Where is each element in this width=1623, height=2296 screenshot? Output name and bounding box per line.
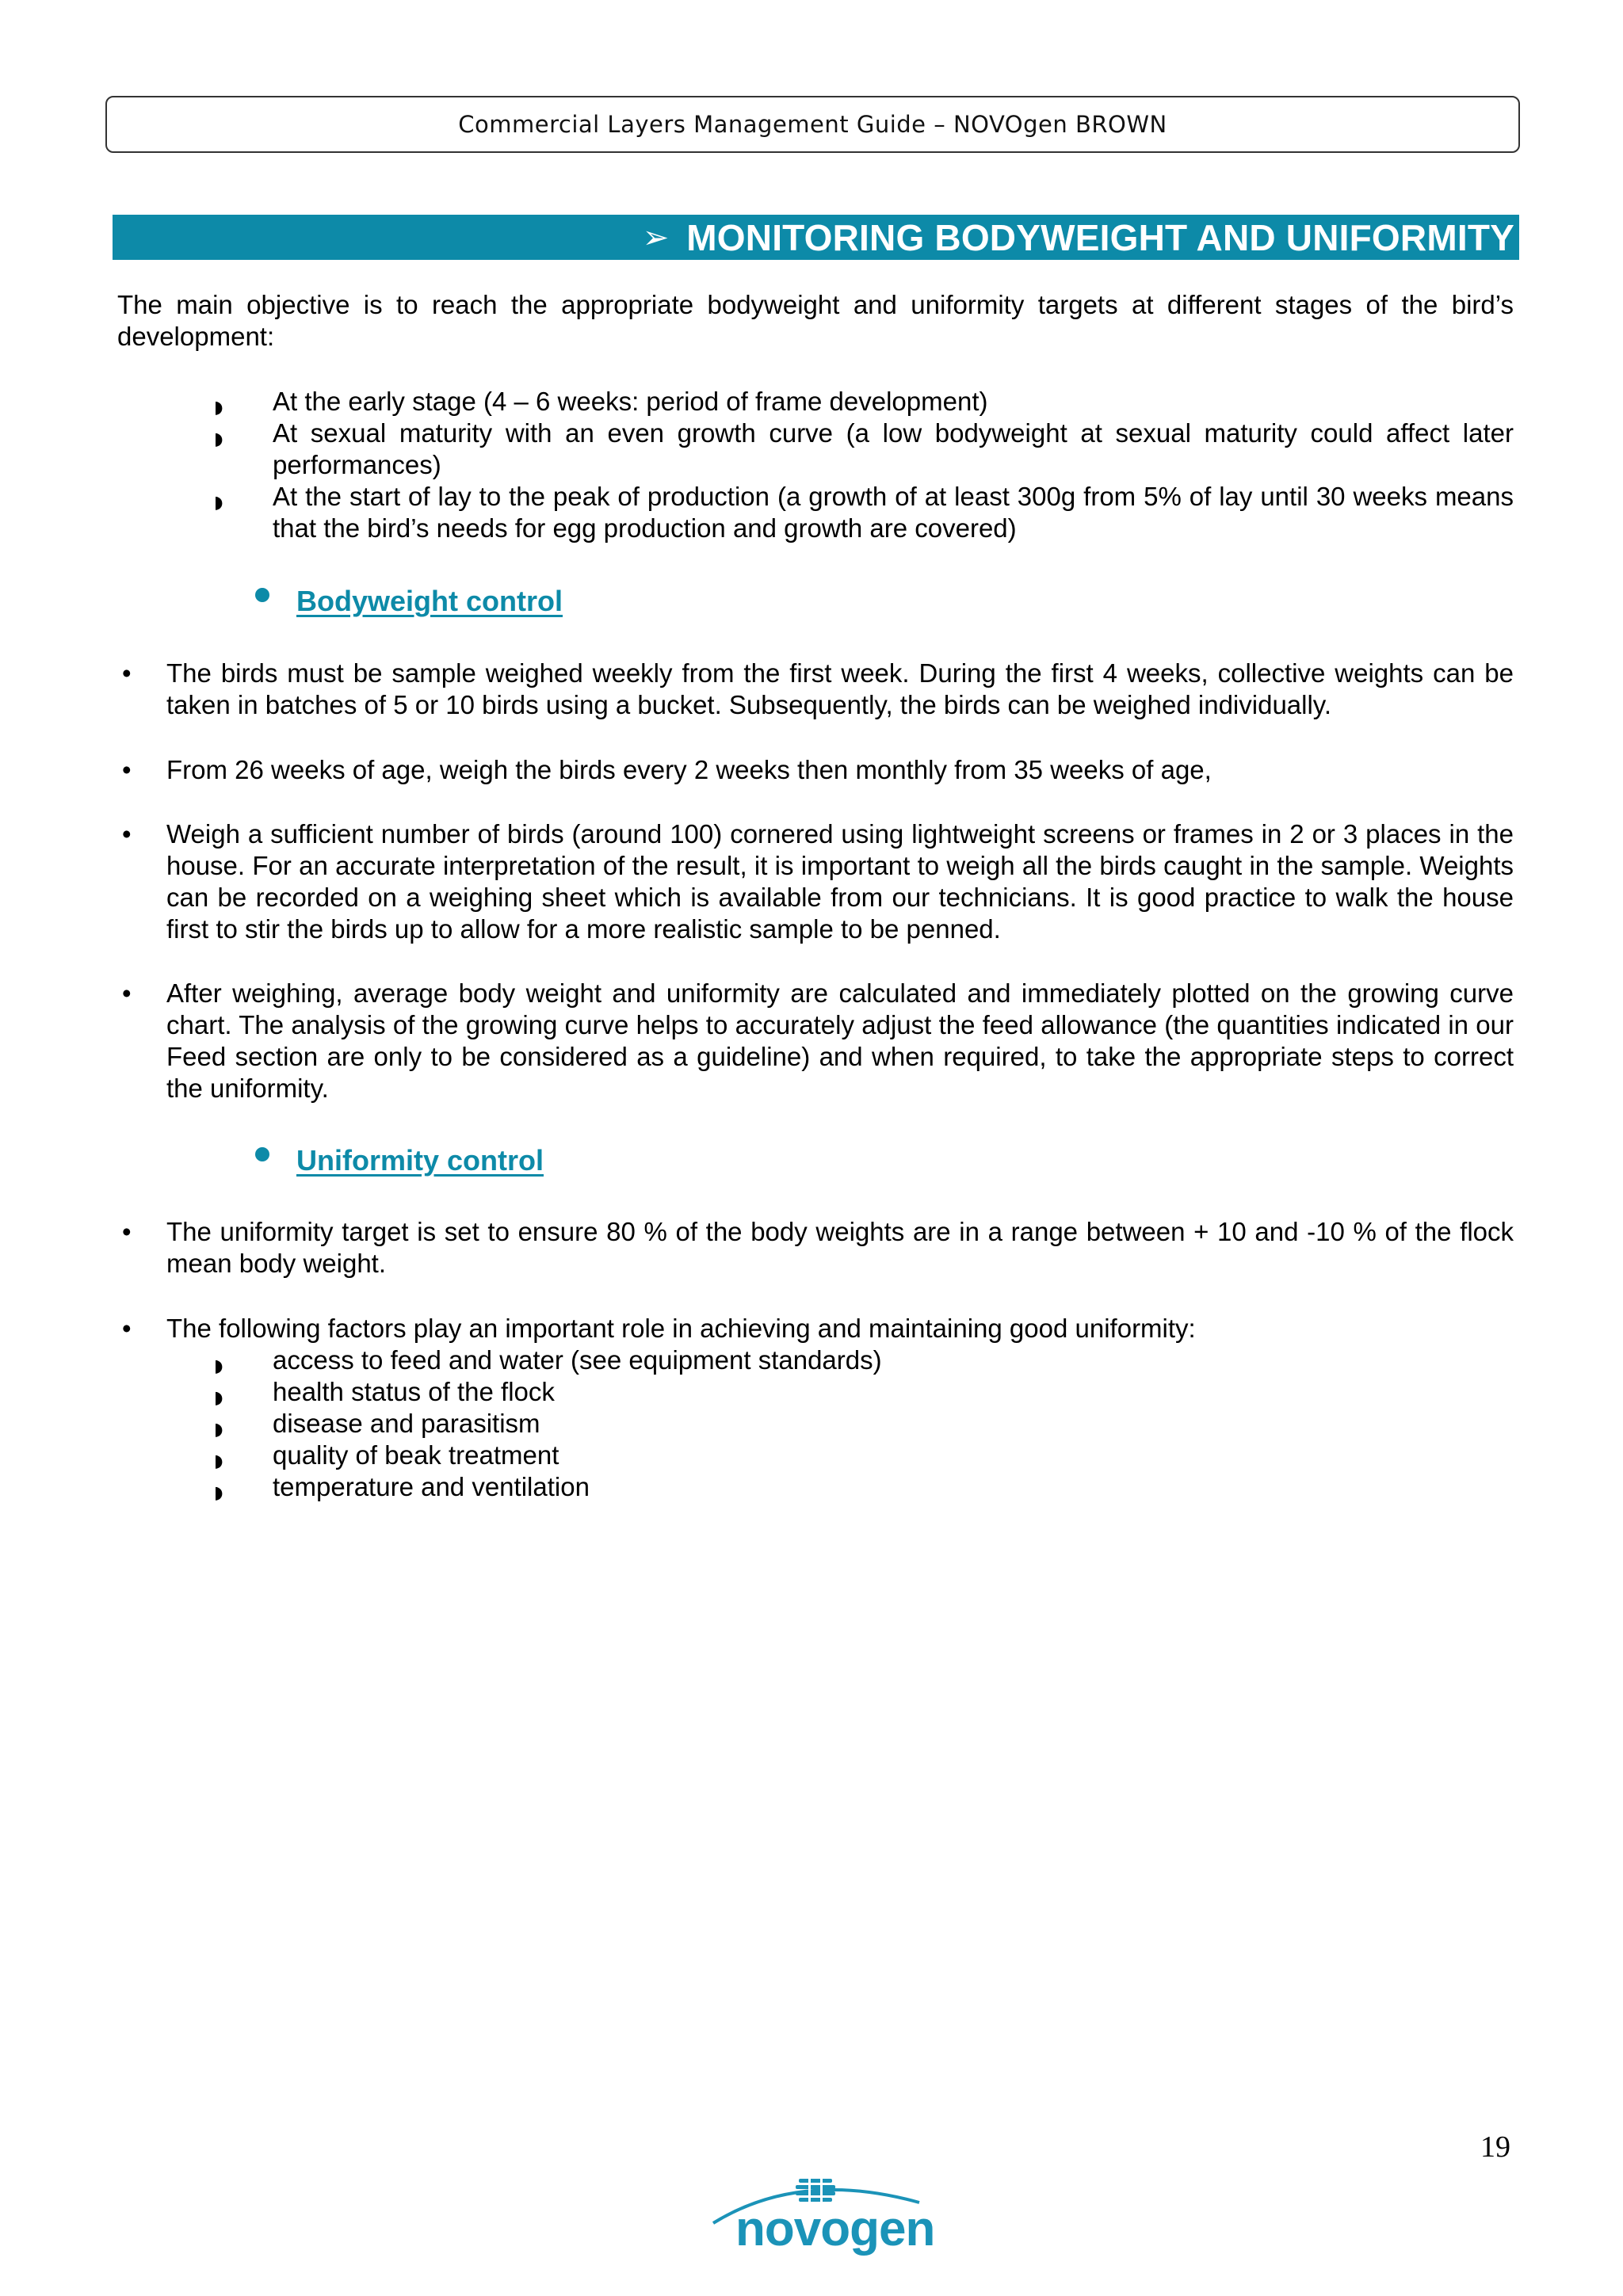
bullet-icon: •	[122, 658, 132, 688]
list-item: • The uniformity target is set to ensure 80 % of the body weights are in a range between + 10 and -10 % of the flock mean body weight.	[122, 1217, 1514, 1278]
uniformity-bullet-list	[117, 1216, 1514, 1280]
half-circle-bullet-icon: ◗	[214, 1483, 223, 1503]
bodyweight-bullet-list	[117, 658, 1514, 721]
header-title: Commercial Layers Management Guide – NOVOgen BROWN	[458, 111, 1167, 138]
bodyweight-heading-text: Bodyweight control	[296, 585, 563, 617]
list-item: • After weighing, average body weight and uniformity are calculated and immediately plotted on the growing curve chart. The analysis of the growing curve helps to accurately adjust the feed allowance (the quantities indicated in our Feed section are only to be considered as a guideline) and when required, to take the appropriate steps to correct the uniformity.	[122, 978, 1514, 1103]
bullet-icon: •	[122, 755, 132, 784]
uniformity-bullet-list	[117, 1313, 1514, 1344]
bullet-icon: •	[122, 1217, 132, 1246]
half-circle-bullet-icon: ◗	[214, 429, 223, 449]
bodyweight-heading	[255, 585, 563, 618]
list-item: ◗ temperature and ventilation	[214, 1471, 1514, 1503]
bullet-icon: •	[122, 1314, 132, 1343]
round-bullet-icon	[255, 588, 269, 602]
intro-paragraph: The main objective is to reach the appropriate bodyweight and uniformity targets at different stages of the bird’s development:	[117, 290, 1514, 351]
half-circle-bullet-icon: ◗	[214, 493, 223, 513]
uniformity-factor-list	[214, 1344, 1514, 1503]
round-bullet-icon	[255, 1147, 269, 1161]
list-item: ◗ At the start of lay to the peak of production (a growth of at least 300g from 5% of lay until 30 weeks means that the bird’s needs for egg production and growth are covered)	[214, 482, 1514, 543]
bodyweight-bullet-list	[117, 978, 1514, 1104]
list-item: • The birds must be sample weighed weekly from the first week. During the first 4 weeks, collective weights can be taken in batches of 5 or 10 birds using a bucket. Subsequently, the birds can be weighed individually.	[122, 658, 1514, 719]
list-item: ◗ health status of the flock	[214, 1376, 1514, 1408]
novogen-logo	[705, 2161, 935, 2256]
list-item: • Weigh a sufficient number of birds (around 100) cornered using lightweight screens or frames in 2 or 3 places in the house. For an accurate interpretation of the result, it is important to weigh all the birds caught in the sample. Weights can be recorded on a weighing sheet which is available from our technicians. It is good practice to walk the house first to stir the birds up to allow for a more realistic sample to be penned.	[122, 819, 1514, 944]
running-header	[105, 96, 1520, 153]
list-item: ◗ At the early stage (4 – 6 weeks: period of frame development)	[214, 386, 1514, 418]
section-title: MONITORING BODYWEIGHT AND UNIFORMITY	[686, 216, 1514, 258]
logo-wordmark: novogen	[735, 2202, 935, 2256]
uniformity-heading	[255, 1144, 544, 1177]
list-item: ◗ access to feed and water (see equipment standards)	[214, 1344, 1514, 1376]
list-item: • The following factors play an important role in achieving and maintaining good uniformity:	[122, 1314, 1196, 1343]
half-circle-bullet-icon: ◗	[214, 1388, 223, 1408]
arrow-bullet-icon: ➢	[642, 219, 670, 256]
list-item: ◗ quality of beak treatment	[214, 1440, 1514, 1471]
half-circle-bullet-icon: ◗	[214, 1420, 223, 1440]
bodyweight-bullet-list	[117, 754, 1514, 786]
list-item: • From 26 weeks of age, weigh the birds every 2 weeks then monthly from 35 weeks of age,	[122, 755, 1212, 784]
bodyweight-bullet-list	[117, 818, 1514, 945]
half-circle-bullet-icon: ◗	[214, 398, 223, 418]
intro-stage-list	[214, 386, 1514, 544]
bullet-icon: •	[122, 819, 132, 849]
uniformity-heading-text: Uniformity control	[296, 1144, 544, 1177]
list-item: ◗ At sexual maturity with an even growth curve (a low bodyweight at sexual maturity could affect later performances)	[214, 418, 1514, 479]
bullet-icon: •	[122, 978, 132, 1008]
page-number: 19	[1480, 2130, 1510, 2164]
half-circle-bullet-icon: ◗	[214, 1451, 223, 1471]
half-circle-bullet-icon: ◗	[214, 1356, 223, 1376]
list-item: ◗ disease and parasitism	[214, 1408, 1514, 1440]
section-title-bar	[113, 215, 1519, 260]
